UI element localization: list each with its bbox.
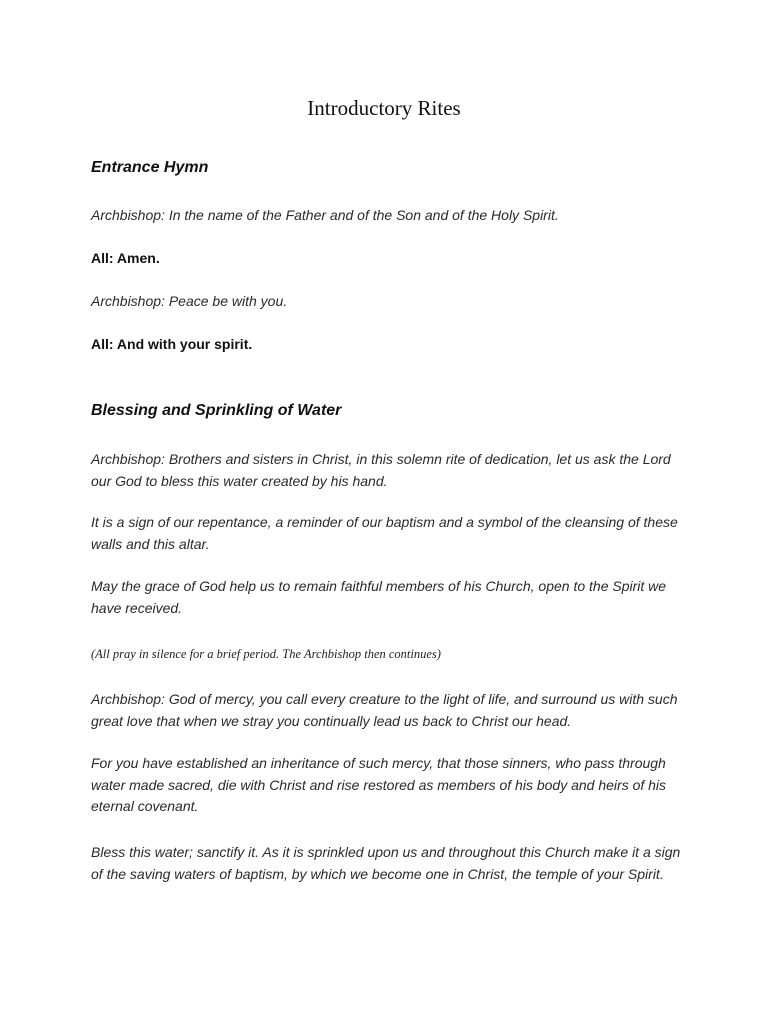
paragraph: Archbishop: Brothers and sisters in Christ, in this solemn rite of dedication, let us ask the Lord our God to bless this water created by his hand.: [91, 451, 671, 489]
all-response: All: Amen.: [91, 250, 160, 266]
paragraph: Bless this water; sanctify it. As it is sprinkled upon us and throughout this Church make it a sign of the saving waters of baptism, by which we become one in Christ, the temple of your Spirit.: [91, 844, 681, 882]
page-title: Introductory Rites: [307, 96, 461, 120]
section-heading-entrance-hymn: Entrance Hymn: [91, 159, 209, 176]
all-response: All: And with your spirit.: [91, 336, 253, 352]
archbishop-line: Archbishop: In the name of the Father and of the Son and of the Holy Spirit.: [91, 207, 559, 223]
paragraph: It is a sign of our repentance, a reminder of our baptism and a symbol of the cleansing of these walls and this altar.: [91, 514, 678, 552]
paragraph: For you have established an inheritance of such mercy, that those sinners, who pass through water made sacred, die with Christ and rise restored as members of his body and heirs of his eternal covenant.: [91, 755, 667, 814]
archbishop-line: Archbishop: Peace be with you.: [91, 293, 288, 309]
paragraph: May the grace of God help us to remain faithful members of his Church, open to the Spirit we have received.: [91, 578, 667, 616]
section-heading-blessing-sprinkling: Blessing and Sprinkling of Water: [91, 402, 342, 419]
paragraph: Archbishop: God of mercy, you call every creature to the light of life, and surround us with such great love that when we stray you continually lead us back to Christ our head.: [91, 691, 678, 729]
rubric-note: (All pray in silence for a brief period. The Archbishop then continues): [91, 647, 441, 661]
